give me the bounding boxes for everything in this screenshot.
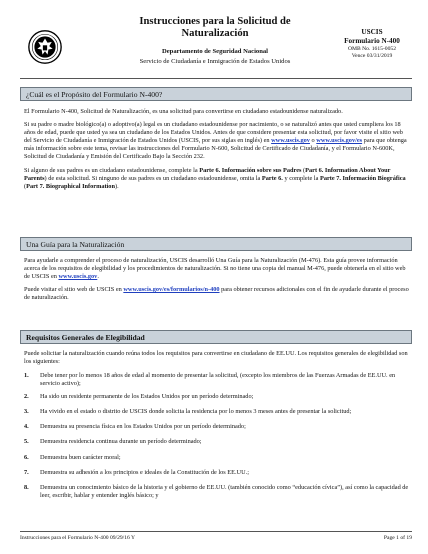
uscis-link[interactable]: www.uscis.gov [58, 273, 98, 281]
list-item: 4. Demuestra su presencia física en los Estados Unidos por un período determinado; [24, 423, 246, 431]
department-name: Departamento de Seguridad Nacional [161, 48, 269, 55]
agency-code: USCIS [361, 28, 383, 36]
section-purpose-body [24, 108, 412, 191]
eligibility-list [24, 372, 412, 500]
list-item: 7. Demuestra su adhesión a los principios e ideales de la Constitución de los EE.UU.; [24, 468, 249, 476]
header-divider [20, 78, 412, 79]
list-item: 6. Demuestra buen carácter moral; [24, 453, 121, 461]
paragraph: Si alguno de sus padres es un ciudadano estadounidense, complete la Parte 6. Información sobre sus Padres (Part 6. Information About Your Parents) de esta solicitud. Si ninguno de sus padres es un ciudadano estadounidense, omita la Parte 6. y complete la Parte 7. Información Biográfica (Part 7. Biographical Information). [24, 166, 406, 190]
page-number: Page 1 of 19 [383, 535, 412, 541]
omb-number: OMB No. 1615-0052 [347, 46, 396, 52]
n400-link[interactable]: www.uscis.gov/es/formularios/n-400 [123, 286, 220, 294]
paragraph: Si su padre o madre biológico(a) o adoptivo(a) legal es un ciudadano estadounidense por nacimiento, o se naturalizó antes que usted cumpliera los 18 años de edad, puede que usted ya sea un ciudadano de los Estados Unidos. Antes de que considere presentar esta solicitud, por favor visite el sitio web del Servicio de Ciudadanía e Inmigración de Estados Unidos (USCIS, por sus siglas en inglés) en www.uscis.gov o www.uscis.gov/es para que obtenga más información sobre este tema, revisar las instrucciones del Formulario N-600, Solicitud de Certificado de Ciudadanía, y el Formulario N-600K, Solicitud de Ciudadanía y Emisión del Certificado Bajo la Sección 232. [24, 121, 407, 161]
section-heading-eligibility: Requisitos Generales de Elegibilidad [20, 330, 412, 344]
expiration-date: Vence 03/31/2019 [351, 53, 393, 59]
uscis-link[interactable]: www.uscis.gov [271, 137, 310, 145]
eligibility-intro: Puede solicitar la naturalización cuando reúna todos los requisitos para convertirse en ciudadano de EE.UU. Los requisitos generales de elegibilidad son los siguientes: [24, 350, 408, 366]
paragraph: Puede visitar el sitio web de USCIS en www.uscis.gov/es/formularios/n-400 para obtener recursos adicionales con el fin de ayudarle durante el proceso de naturalización. [24, 286, 409, 302]
uscis-es-link[interactable]: www.uscis.gov/es [316, 137, 363, 145]
list-item: 1. Debe tener por lo menos 18 años de edad al momento de presentar la solicitud, (excepto los miembros de las Fuerzas Armadas de EE.UU. en servicio activo); [24, 372, 396, 388]
list-item: 2. Ha sido un residente permanente de los Estados Unidos por un período determinado; [24, 393, 254, 401]
list-item: 5. Demuestra residencia continua durante un período determinado; [24, 438, 202, 446]
form-identifier [332, 28, 412, 60]
form-number: Formulario N-400 [344, 37, 400, 45]
section-guide-body [24, 257, 412, 302]
paragraph: El Formulario N-400, Solicitud de Naturalización, es una solicitud para convertirse en ciudadano estadounidense naturalizado. [24, 108, 343, 115]
dhs-seal-logo [28, 30, 62, 64]
paragraph: Para ayudarle a comprender el proceso de naturalización, USCIS desarrolló Una Guía para la Naturalización (M-476). Esta guía provee información acerca de los requisitos de elegibilidad y los procedimientos de naturalización. Si no tiene una copia del manual M-476, puede obtenerla en el sitio web de USCIS en www.uscis.gov. [24, 257, 406, 281]
list-item: 8. Demuestra un conocimiento básico de la historia y el gobierno de EE.UU. (también conocido como “educación cívica”), así como la capacidad de leer, escribir, hablar y entender inglés básico; y [24, 483, 409, 499]
agency-name: Servicio de Ciudadanía e Inmigración de Estados Unidos [139, 58, 291, 65]
section-heading-purpose: ¿Cuál es el Propósito del Formulario N-400? [20, 87, 412, 101]
list-item: 3. Ha vivido en el estado o distrito de USCIS donde solicita la residencia por lo menos 3 meses antes de presentar la solicitud; [24, 408, 352, 416]
footer-divider [20, 531, 412, 532]
section-heading-guide: Una Guía para la Naturalización [20, 237, 412, 251]
footer-form-edition: Instrucciones para el Formulario N-400 09/29/16 Y [20, 535, 136, 541]
document-title: Instrucciones para la Solicitud de Naturalización [139, 16, 291, 39]
